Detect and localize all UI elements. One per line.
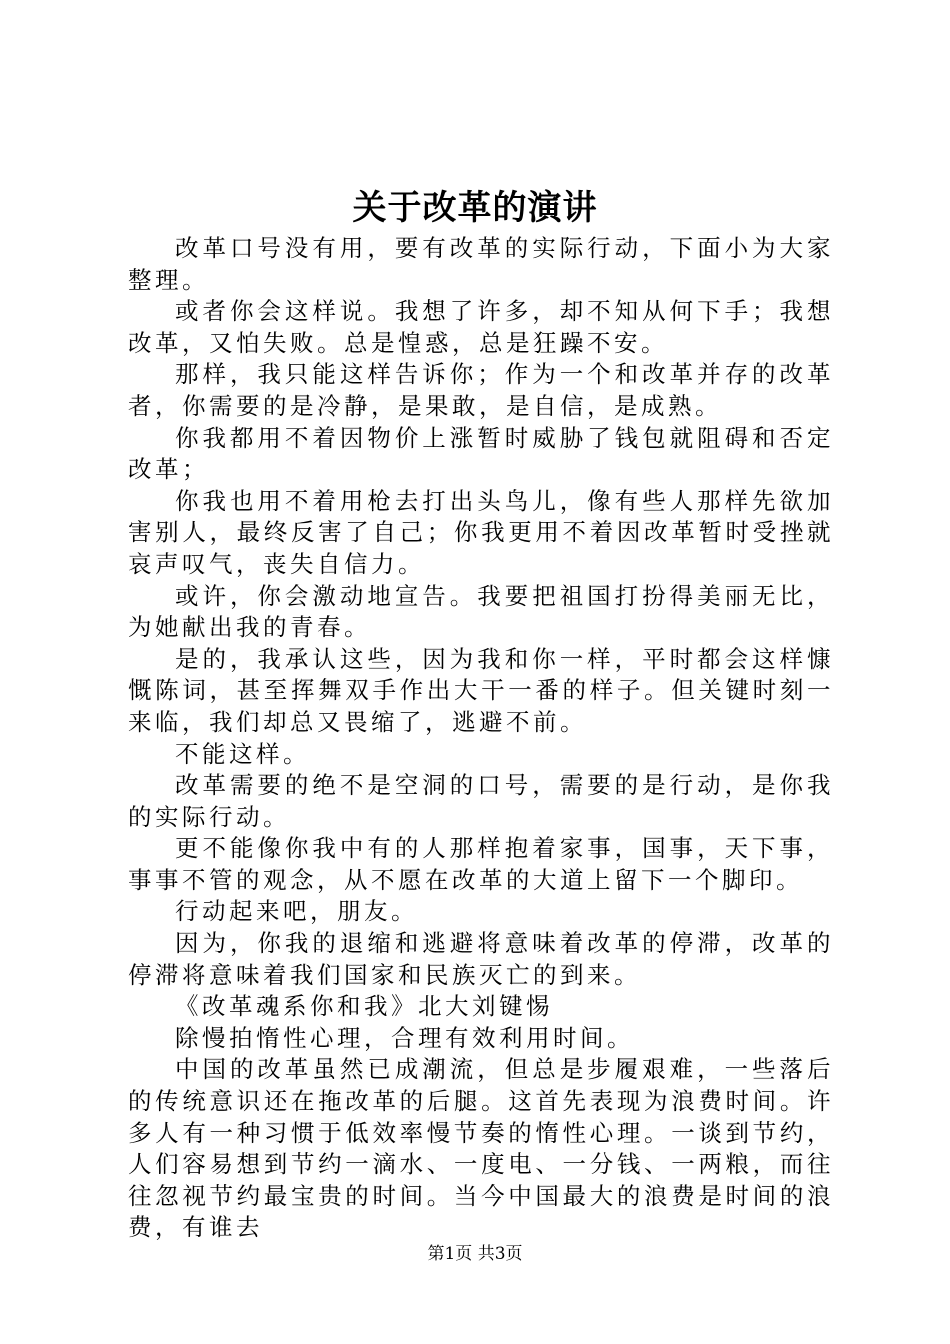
page-number-footer: 第1页 共3页: [427, 1244, 523, 1264]
paragraph: 那样，我只能这样告诉你；作为一个和改革并存的改革者，你需要的是冷静，是果敢，是自信，是成熟。: [128, 360, 834, 420]
document-title: 关于改革的演讲: [352, 188, 598, 228]
paragraph: 更不能像你我中有的人那样抱着家事，国事，天下事，事事不管的观念，从不愿在改革的大道上留下一个脚印。: [128, 834, 834, 894]
paragraph: 行动起来吧，朋友。: [175, 897, 418, 926]
paragraph: 《改革魂系你和我》北大刘键惕: [175, 992, 553, 1021]
paragraph: 改革口号没有用，要有改革的实际行动，下面小为大家整理。: [128, 234, 834, 294]
paragraph: 中国的改革虽然已成潮流，但总是步履艰难，一些落后的传统意识还在拖改革的后腿。这首先表现为浪费时间。许多人有一种习惯于低效率慢节奏的惰性心理。一谈到节约，人们容易想到节约一滴水、一度电、一分钱、一两粮，而往往忽视节约最宝贵的时间。当今中国最大的浪费是时间的浪费，有谁去: [128, 1055, 834, 1242]
paragraph: 或者你会这样说。我想了许多，却不知从何下手；我想改革，又怕失败。总是惶惑，总是狂躁不安。: [128, 297, 834, 357]
paragraph: 改革需要的绝不是空洞的口号，需要的是行动，是你我的实际行动。: [128, 771, 834, 831]
paragraph: 你我都用不着因物价上涨暂时威胁了钱包就阻碍和否定改革；: [128, 423, 834, 484]
paragraph: 是的，我承认这些，因为我和你一样，平时都会这样慷慨陈词，甚至挥舞双手作出大干一番的样子。但关键时刻一来临，我们却总又畏缩了，逃避不前。: [128, 644, 834, 736]
document-body: [128, 233, 834, 1244]
paragraph: 或许，你会激动地宣告。我要把祖国打扮得美丽无比，为她献出我的青春。: [128, 581, 834, 642]
paragraph: 你我也用不着用枪去打出头鸟儿，像有些人那样先欲加害别人，最终反害了自己；你我更用不着因改革暂时受挫就哀声叹气，丧失自信力。: [128, 486, 834, 578]
paragraph: 因为，你我的退缩和逃避将意味着改革的停滞，改革的停滞将意味着我们国家和民族灭亡的到来。: [128, 929, 834, 989]
paragraph: 除慢拍惰性心理，合理有效利用时间。: [175, 1023, 634, 1052]
paragraph: 不能这样。: [175, 739, 310, 768]
